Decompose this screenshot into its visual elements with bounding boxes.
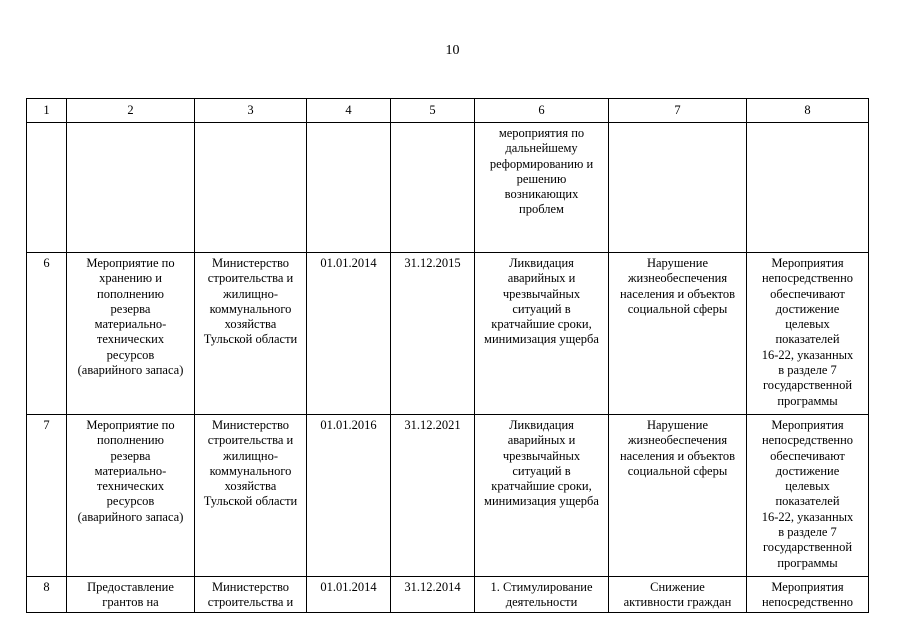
- cell-consequence: Нарушение жизнеобеспечения населения и объектов социальной сферы: [609, 415, 747, 577]
- cell-result: мероприятия по дальнейшему реформированию и решению возникающих проблем: [475, 123, 609, 253]
- column-header: 1: [27, 99, 67, 123]
- cell-num: [27, 123, 67, 253]
- cell-name: Мероприятие по пополнению резерва материально- технических ресурсов (аварийного запаса): [67, 415, 195, 577]
- table-row: [27, 415, 869, 577]
- cell-result: 1. Стимулирование деятельности: [475, 577, 609, 613]
- cell-consequence: Нарушение жизнеобеспечения населения и объектов социальной сферы: [609, 253, 747, 415]
- cell-start: 01.01.2014: [307, 577, 391, 613]
- cell-num: 7: [27, 415, 67, 577]
- column-header: 8: [747, 99, 869, 123]
- table-row: [27, 577, 869, 613]
- cell-name: Предоставление грантов на: [67, 577, 195, 613]
- table-row: [27, 123, 869, 253]
- cell-num: 8: [27, 577, 67, 613]
- cell-result: Ликвидация аварийных и чрезвычайных ситуаций в кратчайшие сроки, минимизация ущерба: [475, 253, 609, 415]
- cell-executor: Министерство строительства и: [195, 577, 307, 613]
- cell-end: 31.12.2021: [391, 415, 475, 577]
- cell-executor: Министерство строительства и жилищно- коммунального хозяйства Тульской области: [195, 415, 307, 577]
- cell-num: 6: [27, 253, 67, 415]
- cell-consequence: Снижение активности граждан: [609, 577, 747, 613]
- column-header: 5: [391, 99, 475, 123]
- cell-executor: Министерство строительства и жилищно- коммунального хозяйства Тульской области: [195, 253, 307, 415]
- cell-start: 01.01.2016: [307, 415, 391, 577]
- page-number: 10: [445, 43, 460, 58]
- cell-end: [391, 123, 475, 253]
- column-header: 7: [609, 99, 747, 123]
- column-header: 6: [475, 99, 609, 123]
- cell-relation: Мероприятия непосредственно обеспечивают достижение целевых показателей 16-22, указанных в разделе 7 государственной программы: [747, 415, 869, 577]
- cell-end: 31.12.2015: [391, 253, 475, 415]
- cell-start: 01.01.2014: [307, 253, 391, 415]
- table-row: [27, 253, 869, 415]
- cell-result: Ликвидация аварийных и чрезвычайных ситуаций в кратчайшие сроки, минимизация ущерба: [475, 415, 609, 577]
- program-measures-table: [26, 98, 869, 613]
- cell-end: 31.12.2014: [391, 577, 475, 613]
- cell-relation: [747, 123, 869, 253]
- cell-name: [67, 123, 195, 253]
- column-header: 4: [307, 99, 391, 123]
- cell-relation: Мероприятия непосредственно обеспечивают достижение целевых показателей 16-22, указанных в разделе 7 государственной программы: [747, 253, 869, 415]
- cell-name: Мероприятие по хранению и пополнению резерва материально- технических ресурсов (аварийного запаса): [67, 253, 195, 415]
- column-header: 2: [67, 99, 195, 123]
- cell-start: [307, 123, 391, 253]
- cell-consequence: [609, 123, 747, 253]
- table-header-row: [27, 99, 869, 123]
- column-header: 3: [195, 99, 307, 123]
- cell-executor: [195, 123, 307, 253]
- cell-relation: Мероприятия непосредственно: [747, 577, 869, 613]
